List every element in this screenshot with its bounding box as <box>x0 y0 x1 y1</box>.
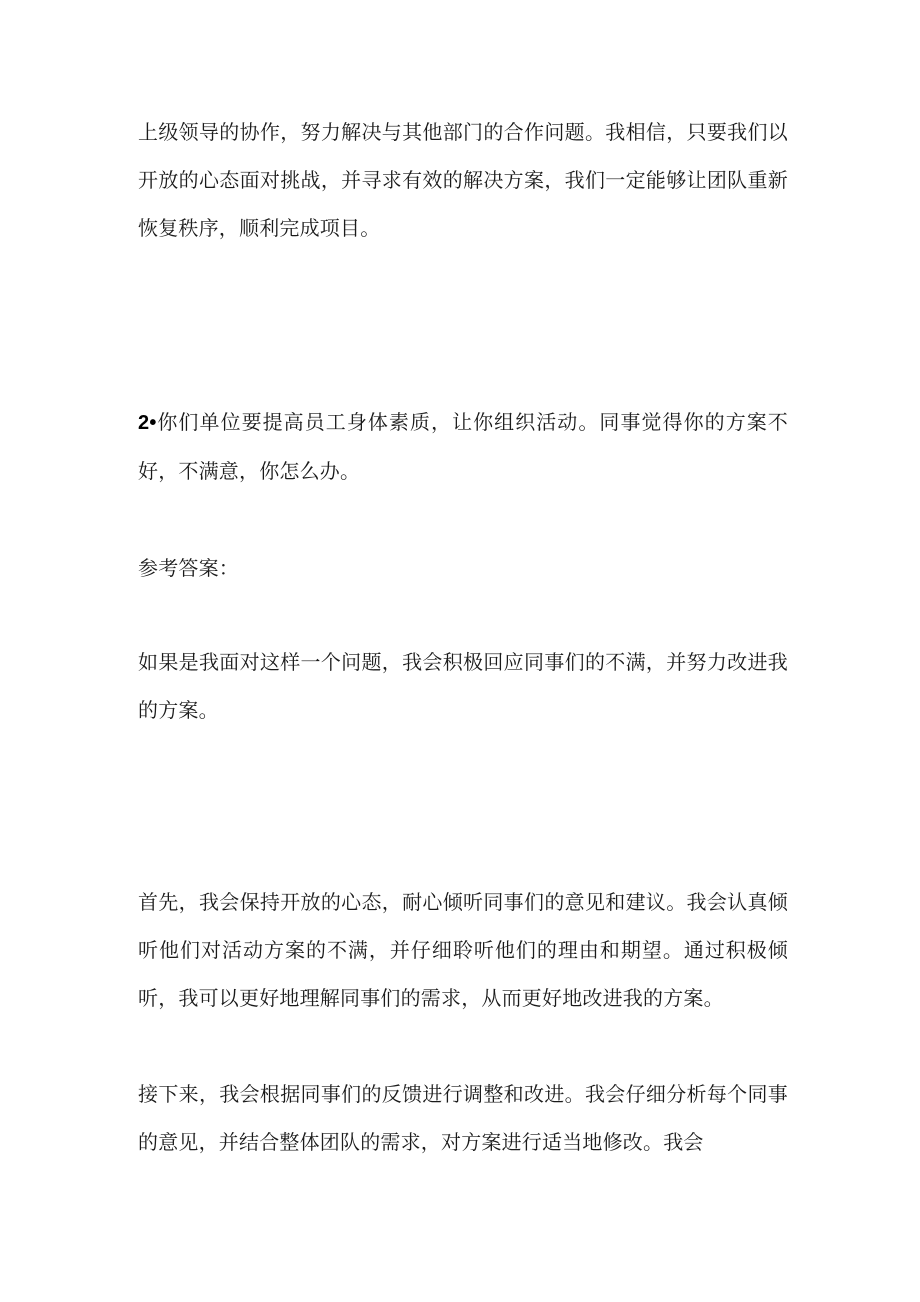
question-2 <box>138 398 788 495</box>
question-number: 2• <box>138 412 157 434</box>
paragraph-continuation: 上级领导的协作，努力解决与其他部门的合作问题。我相信，只要我们以开放的心态面对挑战，并寻求有效的解决方案，我们一定能够让团队重新恢复秩序，顺利完成项目。 <box>138 120 788 240</box>
question-text: 你们单位要提高员工身体素质，让你组织活动。同事觉得你的方案不好，不满意，你怎么办。 <box>138 410 788 483</box>
answer-first-point-paragraph: 首先，我会保持开放的心态，耐心倾听同事们的意见和建议。我会认真倾听他们对活动方案的不满，并仔细聆听他们的理由和期望。通过积极倾听，我可以更好地理解同事们的需求，从而更好地改进我的方案。 <box>138 890 788 1010</box>
answer-intro-paragraph: 如果是我面对这样一个问题，我会积极回应同事们的不满，并努力改进我的方案。 <box>138 650 788 722</box>
reference-answer-heading: 参考答案： <box>138 556 239 580</box>
answer-next-point-paragraph: 接下来，我会根据同事们的反馈进行调整和改进。我会仔细分析每个同事的意见，并结合整体团队的需求，对方案进行适当地修改。我会 <box>138 1082 788 1154</box>
